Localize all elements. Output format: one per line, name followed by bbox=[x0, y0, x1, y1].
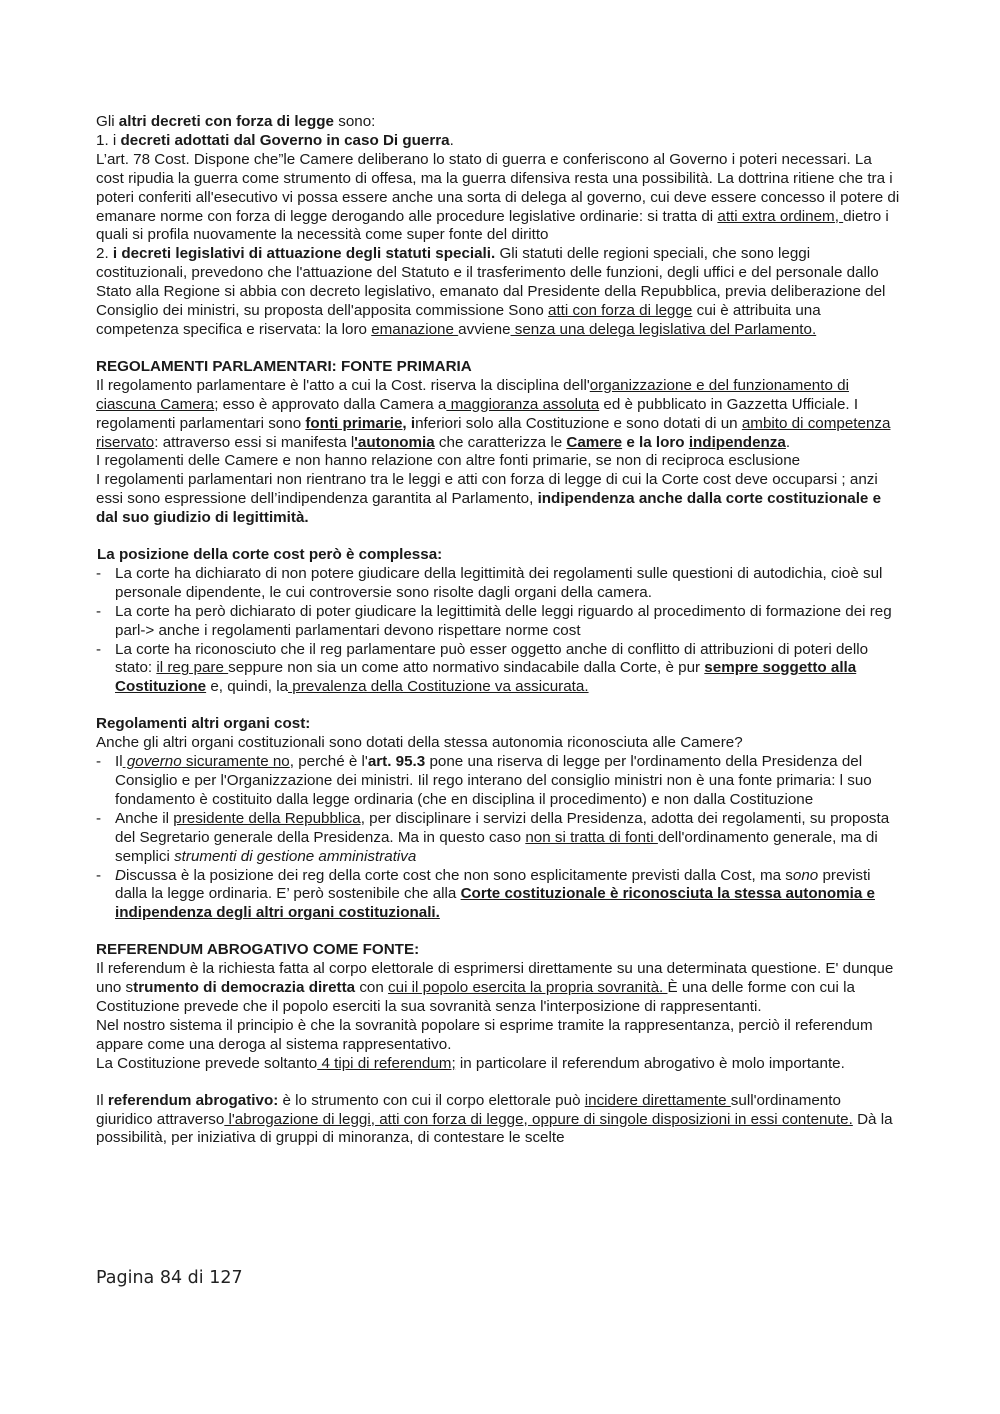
underlined-text: senza una delega legislativa del Parlamento. bbox=[510, 320, 817, 338]
text: Il referendum è la richiesta fatta al corpo elettorale di esprimersi direttamente su una determinata questione. E' dunque uno s bbox=[96, 960, 894, 997]
underlined-text: emanazione bbox=[371, 320, 459, 338]
text: ed è pubblicato in Gazzetta Ufficiale. I regolamenti parlamentari sono bbox=[96, 395, 859, 432]
paragraph bbox=[96, 151, 901, 246]
bullet-list bbox=[96, 565, 901, 697]
underlined-text: maggioranza assoluta bbox=[446, 395, 600, 413]
text: : attraverso essi si manifesta l bbox=[154, 433, 355, 451]
paragraph: Nel nostro sistema il principio è che la sovranità popolare si esprime tramite la rappresentanza, perciò il referendum appare come una deroga al sistema rappresentativo. bbox=[96, 1016, 873, 1053]
text: , perché è l' bbox=[289, 753, 368, 771]
text: pone una riserva di legge per l'ordinamento della Presidenza del Consiglio e per l'Organizzazione dei ministri. Iil rego interano del consiglio ministri non è una fonte primaria: l suo fondamento è costituito dalla legge ordinaria (che en disciplina il procedimento) e non dalla Costituzione bbox=[115, 753, 872, 808]
spacer bbox=[96, 340, 901, 358]
text: Dà la possibilità, per iniziativa di gruppi di minoranza, di contestare le scelte bbox=[96, 1110, 893, 1147]
list-item bbox=[96, 867, 901, 924]
text: Il bbox=[115, 753, 123, 771]
underlined-text: 4 tipi di referendum; bbox=[317, 1054, 456, 1072]
bold-text: indipendenza anche dalla corte costituzionale e dal suo giudizio di legittimità. bbox=[96, 490, 882, 527]
text: previsti dalla la legge ordinaria. E’ però sostenibile che alla bbox=[115, 866, 871, 903]
text: avviene bbox=[458, 320, 511, 338]
underlined-italic-text: governo bbox=[122, 753, 182, 771]
bold-text: i bbox=[410, 414, 416, 432]
text: in particolare il referendum abrogativo è molo importante. bbox=[455, 1054, 845, 1072]
text: 2. bbox=[96, 245, 113, 263]
underlined-text: cui il popolo esercita la propria sovranità. bbox=[388, 979, 668, 997]
text: dietro i quali si profila nuovamente la necessità come super fonte del diritto bbox=[96, 207, 889, 244]
spacer bbox=[96, 697, 901, 715]
section-heading: REFERENDUM ABROGATIVO COME FONTE: bbox=[96, 941, 420, 959]
text: L’art. 78 Cost. Dispone che”le Camere deliberano lo stato di guerra e conferiscono al Governo i poteri necessari. La cost ripudia la guerra come strumento di offesa, ma la guerra difensiva resta una possibilità. La dottrina ritiene che tra i poteri conferiti all'esecutivo vi possa essere anche una sorta di delega al governo, cui deve essere concesso il potere di emanare norme con forza di legge derogando alle procedure legislative ordinarie: si tratta di bbox=[96, 150, 900, 225]
list-item bbox=[96, 810, 901, 867]
bold-text: decreti adottati dal Governo in caso Di guerra bbox=[120, 131, 450, 149]
paragraph bbox=[96, 471, 901, 528]
text: Il regolamento parlamentare è l'atto a cui la Cost. riserva la disciplina dell' bbox=[96, 376, 590, 394]
text: iscussa è la posizione dei reg della corte cost che non sono esplicitamente previsti dalla Cost, ma s bbox=[125, 866, 793, 884]
underlined-text: il reg pare bbox=[156, 659, 229, 677]
bold-underlined-text: sempre soggetto alla Costituzione bbox=[115, 659, 857, 696]
text: Gli bbox=[96, 113, 119, 130]
text: è lo strumento con cui il corpo elettorale può bbox=[278, 1091, 585, 1109]
underlined-text: l'abrogazione di leggi, atti con forza di legge, oppure di singole disposizioni in essi contenute. bbox=[224, 1110, 853, 1128]
bold-underlined-text: 'autonomia bbox=[354, 433, 435, 451]
bold-text: i decreti legislativi di attuazione degli statuti speciali. bbox=[112, 245, 496, 263]
underlined-text: atti con forza di legge bbox=[548, 302, 693, 320]
spacer bbox=[96, 528, 901, 546]
bold-underlined-text: indipendenza bbox=[688, 433, 786, 451]
text: sull'ordinamento giuridico attraverso bbox=[96, 1091, 841, 1128]
underlined-text: sicuramente no bbox=[181, 753, 290, 771]
text: La corte ha riconosciuto che il reg parlamentare può esser oggetto anche di conflitto di attribuzioni di poteri dello stato: bbox=[115, 640, 869, 677]
underlined-text: prevalenza della Costituzione va assicurata. bbox=[288, 678, 589, 696]
text: Il bbox=[96, 1091, 108, 1109]
paragraph bbox=[96, 1055, 901, 1074]
bold-text: trumento di democrazia diretta bbox=[133, 979, 356, 997]
spacer bbox=[96, 923, 901, 941]
paragraph bbox=[96, 1092, 901, 1149]
list-item bbox=[96, 641, 901, 698]
underlined-text: incidere direttamente bbox=[584, 1091, 731, 1109]
italic-text: strumenti di gestione amministrativa bbox=[174, 847, 417, 865]
section-heading: Regolamenti altri organi cost: bbox=[96, 715, 311, 733]
text: nferiori solo alla Costituzione e sono dotati di un bbox=[415, 414, 742, 432]
list-item: - La corte ha dichiarato di non potere giudicare della legittimità dei regolamenti sulle questioni di autodichia, cioè sul personale dipendente, le cui controversie sono risolte dagli organi della camera. bbox=[96, 565, 901, 603]
bold-text: referendum abrogativo: bbox=[107, 1091, 279, 1109]
text: . bbox=[785, 433, 791, 451]
underlined-text: non si tratta di fonti bbox=[525, 828, 658, 846]
bold-underlined-text: Corte costituzionale è riconosciuta la stessa autonomia e indipendenza degli altri organi costituzionali. bbox=[115, 885, 875, 922]
text: 1. i bbox=[96, 131, 121, 149]
list-item: - La corte ha però dichiarato di poter giudicare la legittimità delle leggi riguardo al procedimento di formazione dei reg parl-> anche i regolamenti parlamentari devono rispettare norme cost bbox=[96, 603, 901, 641]
italic-text: ono bbox=[792, 866, 819, 884]
bold-text: e la loro bbox=[622, 433, 689, 451]
text: È una delle forme con cui la Costituzione prevede che il popolo eserciti la sua sovranità senza l'interposizione di rappresentanti. bbox=[96, 979, 855, 1015]
paragraph bbox=[96, 960, 901, 1017]
underlined-text: organizzazione e del funzionamento di ciascuna Camera bbox=[96, 376, 849, 413]
list-item bbox=[96, 753, 901, 810]
underlined-text: ambito di competenza riservato bbox=[96, 414, 891, 451]
text: e, quindi, la bbox=[206, 678, 289, 696]
paragraph bbox=[96, 377, 901, 453]
paragraph: I regolamenti delle Camere e non hanno relazione con altre fonti primarie, se non di reciproca esclusione bbox=[96, 452, 801, 470]
text: sono: bbox=[334, 113, 376, 130]
bold-text: altri decreti con forza di legge bbox=[118, 113, 334, 130]
text: con bbox=[355, 979, 389, 997]
text: ; esso è approvato dalla Camera a bbox=[214, 395, 447, 413]
paragraph: Anche gli altri organi costituzionali sono dotati della stessa autonomia riconosciuta alle Camere? bbox=[96, 734, 743, 752]
text: . bbox=[449, 131, 454, 149]
text: Gli statuti delle regioni speciali, che sono leggi costituzionali, prevedono che l'attuazione del Statuto e il trasferimento delle funzioni, degli uffici e del personale dallo Stato alla Regione si abbia con decreto legislativo, emanato dal Presidente della Repubblica, previa deliberazione del Consiglio dei ministri, su proposta dell'apposita commissione Sono bbox=[96, 245, 886, 320]
paragraph bbox=[96, 113, 901, 132]
text: Anche il bbox=[115, 809, 174, 827]
page-number-footer: Pagina 84 di 127 bbox=[96, 1268, 243, 1288]
underlined-text: presidente della Repubblica, bbox=[173, 809, 365, 827]
paragraph bbox=[96, 132, 901, 151]
spacer bbox=[96, 1074, 901, 1092]
bold-underlined-text: Camere bbox=[566, 433, 623, 451]
section-heading: REGOLAMENTI PARLAMENTARI: FONTE PRIMARIA bbox=[96, 357, 472, 375]
text: per disciplinare i servizi della Presidenza, adotta dei regolamenti, su proposta del Segretario generale della Presidenza. Ma in questo caso bbox=[115, 809, 890, 846]
text: dell'ordinamento generale, ma di semplici bbox=[115, 828, 878, 865]
text: cui è attribuita una competenza specifica e riservata: la loro bbox=[96, 302, 821, 338]
text: La Costituzione prevede soltanto bbox=[96, 1054, 318, 1072]
italic-text: D bbox=[115, 866, 126, 884]
bullet-list bbox=[96, 753, 901, 923]
paragraph bbox=[96, 245, 901, 340]
text: che caratterizza le bbox=[434, 433, 567, 451]
bold-underlined-text: fonti primarie, bbox=[305, 414, 407, 432]
underlined-text: atti extra ordinem, bbox=[717, 207, 844, 225]
section-heading: La posizione della corte cost però è complessa: bbox=[97, 546, 443, 564]
text: seppure non sia un come atto normativo sindacabile dalla Corte, è pur bbox=[228, 659, 705, 677]
document-body bbox=[96, 113, 901, 1148]
text: I regolamenti parlamentari non rientrano tra le leggi e atti con forza di legge di cui la Corte cost deve occuparsi ; anzi essi sono espressione dell’indipendenza garantita al Parlamento, bbox=[96, 471, 878, 508]
bold-text: art. 95.3 bbox=[367, 753, 426, 771]
